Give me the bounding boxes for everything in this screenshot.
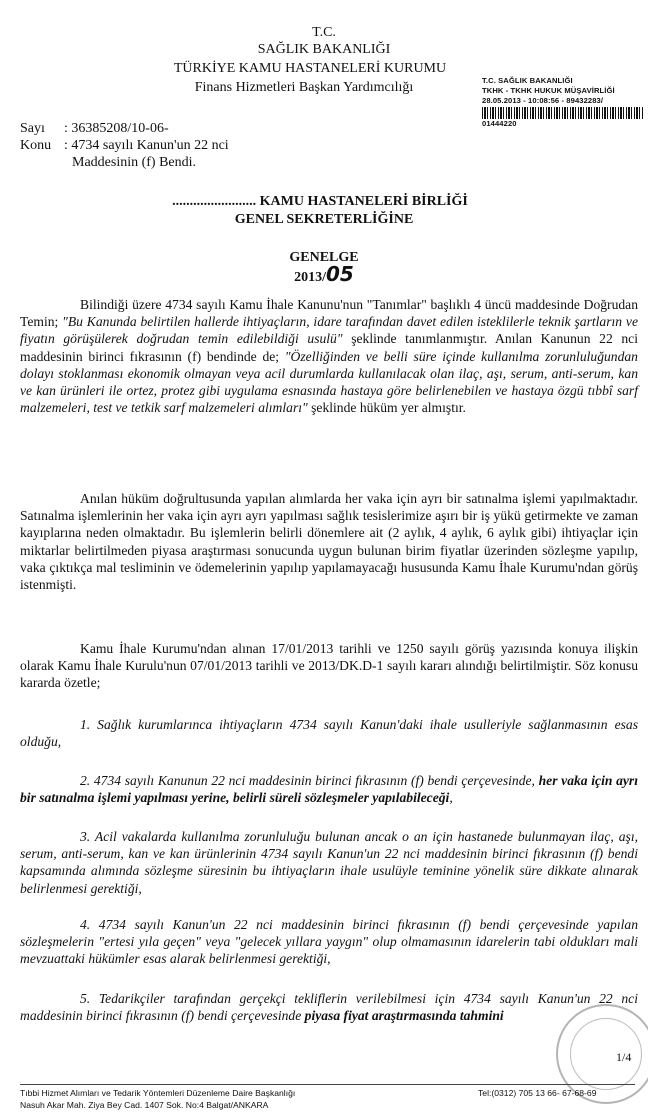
subject-line-2: Maddesinin (f) Bendi. xyxy=(72,155,197,170)
footer-address: Nasuh Akar Mah. Ziya Bey Cad. 1407 Sok. No:4 Balgat/ANKARA xyxy=(20,1100,269,1110)
footer-phone: Tel:(0312) 705 13 66- 67-68-69 xyxy=(478,1088,597,1098)
p1-text-c: şeklinde hüküm yer almıştır. xyxy=(307,400,466,416)
konu-label: Konu xyxy=(20,138,52,153)
circular-number-prefix: 2013/ xyxy=(294,270,327,285)
list-item-5 xyxy=(20,990,638,1024)
list-item-1: 1. Sağlık kurumlarınca ihtiyaçların 4734 sayılı Kanun'daki ihale usulleriyle sağlanmasının esas olduğu, xyxy=(20,717,638,750)
item2-bold: her vaka için ayrı bir satınalma işlemi yapılması yerine, belirli süreli sözleşmeler yapılabileceği xyxy=(20,773,638,806)
item2-text: 2. 4734 sayılı Kanunun 22 nci maddesinin birinci fıkrasının (f) bendi çerçevesinde, xyxy=(80,773,539,788)
konu-value: : 4734 sayılı Kanun'un 22 nci xyxy=(64,138,229,153)
header-tc: T.C. xyxy=(312,25,336,40)
item2-end: , xyxy=(449,790,453,806)
footer-department: Tıbbi Hizmet Alımları ve Tedarik Yöntemleri Düzenleme Daire Başkanlığı xyxy=(20,1088,296,1098)
list-item-2 xyxy=(20,772,638,806)
recipient-line-1: ........................ KAMU HASTANELERİ BİRLİĞİ xyxy=(172,194,468,209)
header-institution: TÜRKİYE KAMU HASTANELERİ KURUMU xyxy=(173,61,447,76)
list-item-4: 4. 4734 sayılı Kanun'un 22 nci maddesinin birinci fıkrasının (f) bendi çerçevesinde yapılan sözleşmelerin "ertesi yıla geçen" veya "gelecek yıllara yaygın" olup olmamasının idarelerin tabi oldukları mali mevzuattaki hükümler esas alarak belirlenmesi gerektiği, xyxy=(20,917,638,967)
p1-text-a: Bilindiği üzere 4734 sayılı Kamu İhale Kanunu'nun "Tanımlar" başlıklı 4 üncü maddesinde Doğrudan Temin; xyxy=(20,297,638,330)
p1-text-b: şeklinde tanımlanmıştır. Anılan Kanunun 22 nci maddesinin birinci fıkrasının (f) bendinde de; xyxy=(20,331,638,364)
p1-quote-a: "Bu Kanunda belirtilen hallerde ihtiyaçların, idare tarafından davet edilen isteklilerle teknik şartların ve fiyatın görüşülerek doğrudan temin edilebildiği usulü" xyxy=(20,314,638,347)
p1-quote-b: "Özelliğinden ve belli süre içinde kullanılma zorunluluğundan dolayı stoklanması ekonomik olmayan veya acil durumlarda kullanılacak olan ilaç, aşı, serum, anti-serum, kan ve kan ürünleri ile ortez, protez gibi uygulama esnasında hastaya göre belirlenebilen ve hastaya özgü tıbbî sarf malzemeleri, test ve tetkik sarf malzemeleri alımları" xyxy=(20,348,638,416)
sayi-label: Sayı xyxy=(20,121,45,136)
circular-number-handwritten: 05 xyxy=(326,262,354,286)
paragraph-3: Kamu İhale Kurumu'ndan alınan 17/01/2013 tarihli ve 1250 sayılı görüş yazısında konuya ilişkin olarak Kamu İhale Kurulu'nun 07/01/2013 tarihli ve 2013/DK.D-1 sayılı kararı alındığı belirtilmiştir. Söz konusu kararda özetle; xyxy=(20,641,638,691)
circular-title: GENELGE xyxy=(289,250,359,265)
paragraph-2: Anılan hüküm doğrultusunda yapılan alımlarda her vaka için ayrı bir satınalma işlemi yapılmaktadır. Satınalma işlemlerinin her vaka için ayrı ayrı yapılması sağlık tesislerimize aşırı bir iş yükü getirmekte ve zaman kayıplarına neden olmaktadır. Bu işlemlerin belirli dönemlere ait (2 aylık, 4 aylık, 6 aylık gibi) ihtiyaçlar için miktarlar belirtilmeden piyasa araştırması sonucunda uygun bulunan birim fiyatlar üzerinden sözleşme yapılıp, vaka çıktıkça mal tesliminin ve ödemelerinin yapılıp yapılamayacağı hususunda Kamu İhale Kurumu'ndan görüş istenmişti. xyxy=(20,491,638,593)
reference-number xyxy=(20,120,169,137)
header-ministry: SAĞLIK BAKANLIĞI xyxy=(257,42,391,57)
stamp-line-2: TKHK - TKHK HUKUK MÜŞAVİRLİĞİ xyxy=(482,86,615,95)
stamp-number: 01444220 xyxy=(482,119,517,128)
stamp-line-3: 28.05.2013 - 10:08:56 - 89432283/ xyxy=(482,96,604,105)
stamp-line-1: T.C. SAĞLIK BAKANLIĞI xyxy=(482,76,573,85)
footer-divider xyxy=(20,1084,635,1085)
item5-bold: piyasa fiyat araştırmasında tahmini xyxy=(304,1008,504,1024)
circular-number xyxy=(0,262,648,286)
recipient-line-2: GENEL SEKRETERLİĞİNE xyxy=(234,212,414,227)
subject-line xyxy=(20,137,229,154)
barcode xyxy=(482,107,644,119)
page-number: 1/4 xyxy=(616,1050,632,1064)
item5-text: 5. Tedarikçiler tarafından gerçekçi tekliflerin verilebilmesi için 4734 sayılı Kanun'un 22 nci maddesinin birinci fıkrasının (f) bendi çerçevesinde xyxy=(20,991,638,1024)
header-department: Finans Hizmetleri Başkan Yardımcılığı xyxy=(194,80,414,95)
registry-stamp xyxy=(482,76,648,129)
paragraph-1 xyxy=(20,296,638,416)
list-item-3: 3. Acil vakalarda kullanılma zorunluluğu bulunan ancak o an için hastanede bulunmayan ilaç, aşı, serum, anti-serum, kan ve kan ürünlerinin 4734 sayılı Kanun'un 22 nci maddesinin birinci fıkrasının (f) bendi kapsamında alımında sözleşme süresinin bu ihtiyaçların ihale usulüyle teminine yönelik süre dikkate alınarak belirlenmesi gerektiği, xyxy=(20,829,638,896)
sayi-value: : 36385208/10-06- xyxy=(64,121,169,136)
